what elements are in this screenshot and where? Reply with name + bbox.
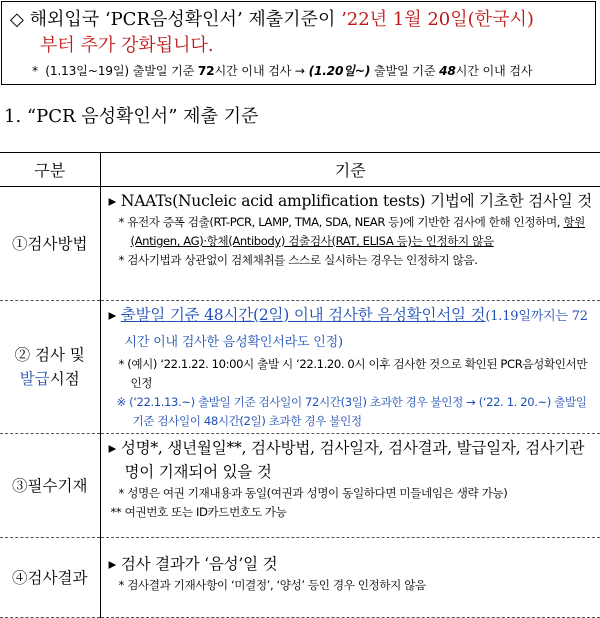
notice-date: ’22년 1월 20일(한국시) (341, 9, 534, 30)
table-row (0, 434, 600, 538)
notice-headline-cont: 부터 추가 강화됩니다. (40, 35, 214, 56)
criteria-bullet: ▸ NAATs(Nucleic acid amplification tests) 기법에 기초한 검사일 것 (108, 192, 593, 210)
notice-box (1, 1, 596, 85)
criteria-table (0, 152, 600, 618)
category-cell: ④검사결과 (0, 538, 100, 618)
triangle-bullet-icon: ▸ (108, 192, 117, 210)
category-cell: ③필수기재 (0, 434, 100, 538)
notice-footnote: * (1.13일~19일) 출발일 기준 72시간 이내 검사 → (1.20일~) 출발일 기준 48시간 이내 검사 (32, 64, 533, 78)
notice-headline-text: 해외입국 ‘PCR음성확인서’ 제출기준이 (29, 9, 342, 30)
criteria-cell (100, 434, 600, 538)
table-row (0, 538, 600, 618)
triangle-bullet-icon: ▸ (108, 555, 117, 573)
criteria-bullet: ▸ 성명*, 생년월일**, 검사방법, 검사일자, 검사결과, 발급일자, 검사기관명이 기재되어 있을 것 (108, 439, 585, 481)
criteria-cell (100, 187, 600, 301)
criteria-note: * 성명은 여권 기재내용과 동일(여권과 성명이 동일하다면 미들네임은 생략 가능) (118, 486, 508, 500)
criteria-note: ** 여권번호 또는 ID카드번호도 가능 (110, 505, 287, 519)
notice-headline (10, 7, 534, 33)
criteria-note: * 검사기법과 상관없이 검체채취를 스스로 실시하는 경우는 인정하지 않음. (118, 253, 478, 267)
criteria-note: * (예시) ‘22.1.22. 10:00시 출발 시 ‘22.1.20. 0시 이후 검사한 것으로 확인된 PCR음성확인서만 인정 (118, 357, 588, 390)
criteria-note: * 유전자 증폭 검출(RT-PCR, LAMP, TMA, SDA, NEAR 등)에 기반한 검사에 한해 인정하며, 항원(Antigen, AG)·항체(Antibody) 검출검사(RAT, ELISA 등)는 인정하지 않음 (118, 215, 585, 248)
criteria-bullet: ▸ 출발일 기준 48시간(2일) 이내 검사한 음성확인서일 것(1.19일까지는 72시간 이내 검사한 음성확인서라도 인정) (108, 306, 588, 350)
triangle-bullet-icon: ▸ (108, 306, 117, 324)
criteria-cell (100, 538, 600, 618)
header-category: 구분 (0, 153, 100, 187)
criteria-bullet: ▸ 검사 결과가 ‘음성’일 것 (108, 555, 278, 573)
table-row (0, 301, 600, 434)
triangle-bullet-icon: ▸ (108, 439, 117, 457)
diamond-icon: ◇ (10, 9, 24, 30)
reference-note: ※ (‘22.1.13.~) 출발일 기준 검사일이 72시간(3일) 초과한 경우 불인정 → (‘22. 1. 20.~) 출발일 기준 검사일이 48시간(2일) 초과한 경우 불인정 (116, 395, 587, 428)
criteria-note: * 검사결과 기재사항이 ‘미결정’, ‘양성’ 등인 경우 인정하지 않음 (118, 578, 426, 592)
header-criteria: 기준 (100, 153, 600, 187)
category-cell: ①검사방법 (0, 187, 100, 301)
table-row (0, 187, 600, 301)
category-cell: ② 검사 및 발급시점 (0, 301, 100, 434)
section-title: 1. “PCR 음성확인서” 제출 기준 (4, 106, 259, 127)
table-header-row (0, 153, 600, 187)
criteria-cell (100, 301, 600, 434)
